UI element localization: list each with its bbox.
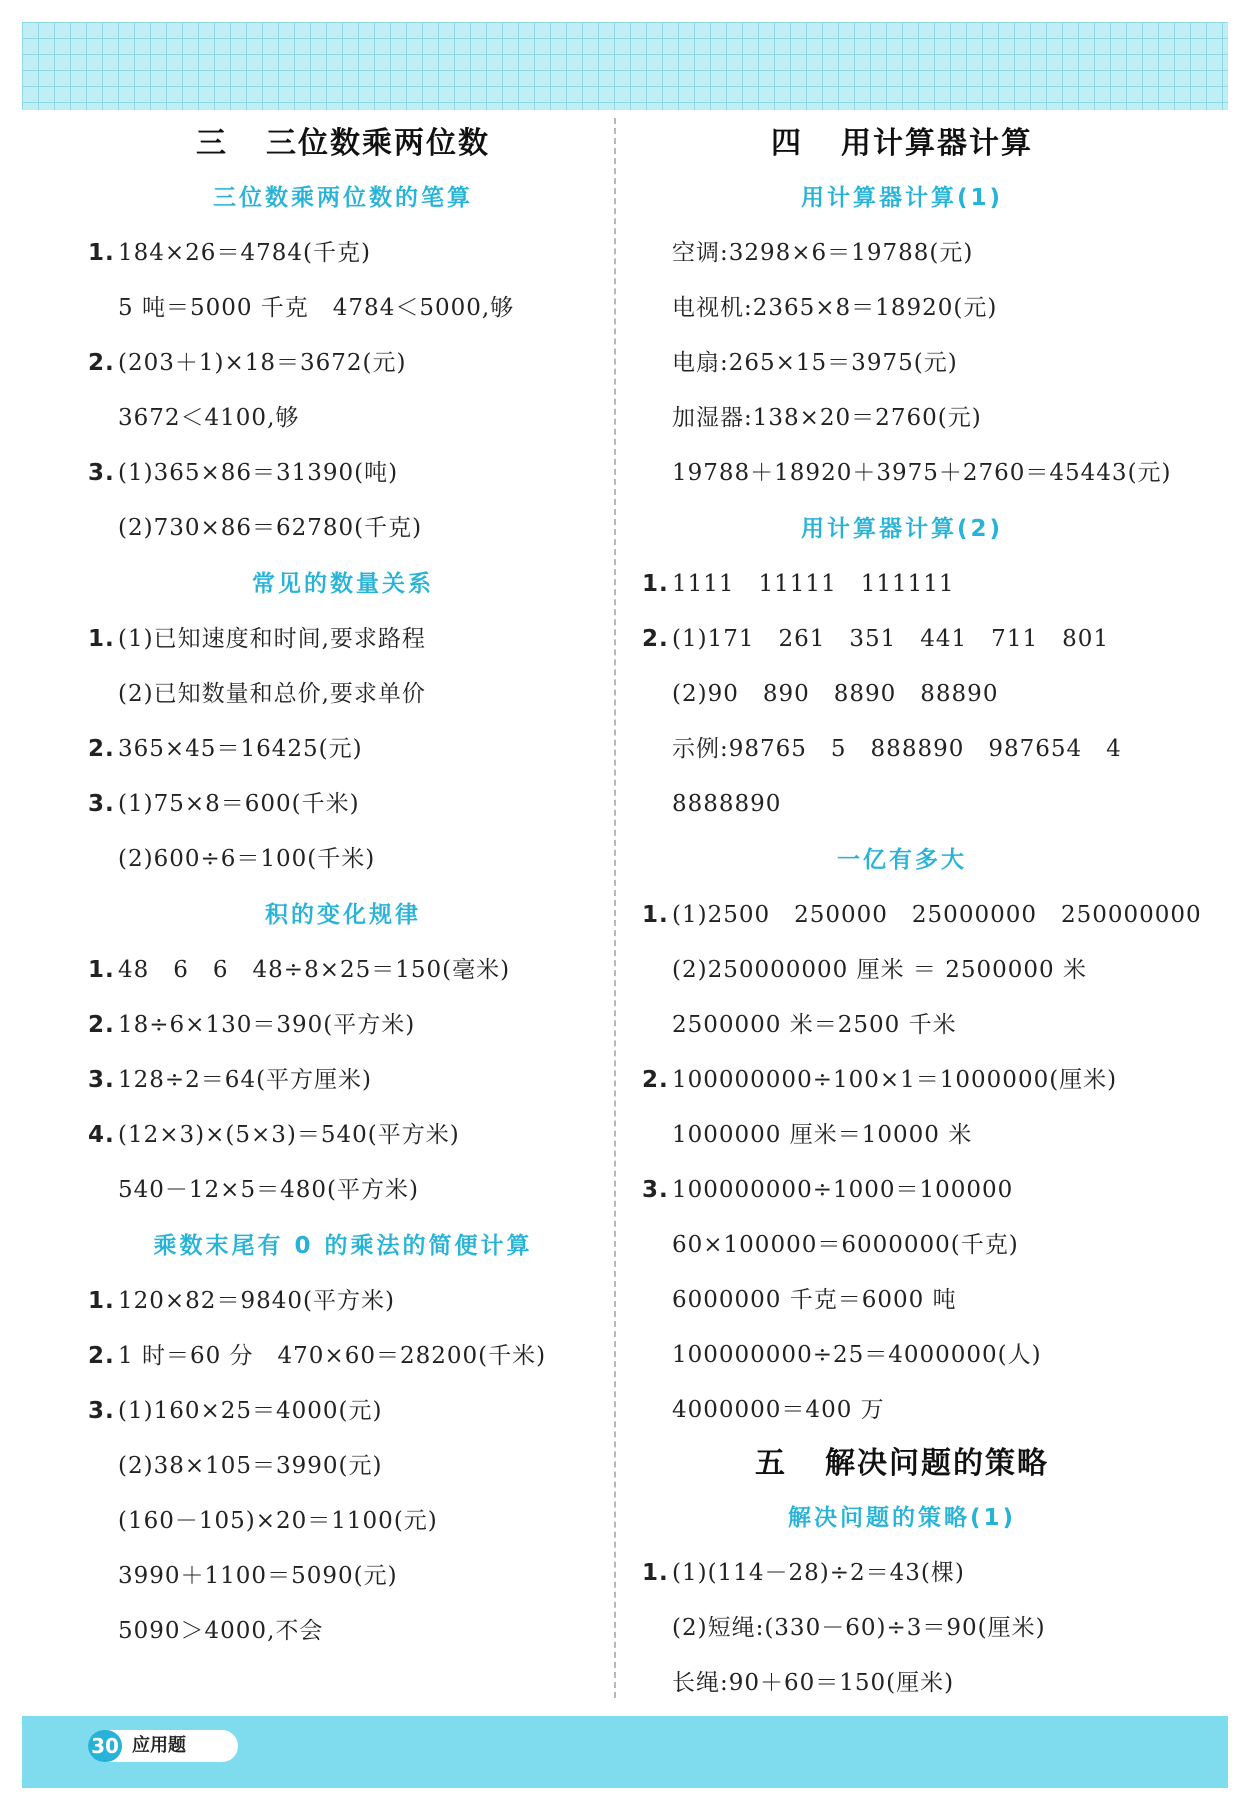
answer-text: (160－105)×20＝1100(元) [118,1508,438,1534]
answer-line [642,1218,1162,1273]
answer-line [88,998,598,1053]
answer-line [642,1383,1162,1438]
answer-line [88,336,598,391]
question-number: 2. [88,350,115,376]
answer-line [642,888,1202,943]
question-number: 3. [88,1067,115,1093]
question-number: 1. [642,1560,669,1586]
answer-text: 1000000 厘米＝10000 米 [672,1122,973,1148]
answer-text: 540－12×5＝480(平方米) [118,1177,419,1203]
section-title: 用计算器计算(2) [800,516,1004,542]
answer-line [642,557,1162,612]
question-number: 2. [88,1012,115,1038]
answer-text: (2)600÷6＝100(千米) [118,846,376,872]
chapter-number: 三 [196,126,228,161]
question-number: 4. [88,1122,115,1148]
answer-line [642,667,1162,722]
answer-text: (2)730×86＝62780(千克) [118,515,423,541]
question-number: 2. [88,736,115,762]
answer-line [642,943,1162,998]
answer-text: 48 6 6 48÷8×25＝150(毫米) [118,957,511,983]
answer-line [642,777,1162,832]
answer-text: 100000000÷25＝4000000(人) [672,1342,1042,1368]
answer-line [642,612,1162,667]
answer-text: 4000000＝400 万 [672,1397,885,1423]
answer-line [642,998,1162,1053]
answer-text: (12×3)×(5×3)＝540(平方米) [118,1122,460,1148]
answer-line [88,226,598,281]
answer-text: 120×82＝9840(平方米) [118,1288,395,1314]
answer-text: 1 时＝60 分 470×60＝28200(千米) [118,1343,547,1369]
answer-line [88,667,598,722]
answer-line [88,1274,598,1329]
column-divider [614,118,616,1698]
question-number: 2. [88,1343,115,1369]
question-number: 1. [88,957,115,983]
answer-line [88,1384,598,1439]
answer-line [88,1439,598,1494]
answer-text: 长绳:90＋60＝150(厘米) [672,1670,955,1696]
right-sections-2 [642,1490,1162,1711]
answer-line [88,501,598,556]
question-number: 1. [88,1288,115,1314]
answer-line [642,1601,1162,1656]
answer-line [642,446,1172,501]
answer-text: (1)75×8＝600(千米) [118,791,360,817]
answer-line [88,1549,598,1604]
answer-line [642,281,1162,336]
answer-text: 电扇:265×15＝3975(元) [672,350,958,376]
answer-text: 5090＞4000,不会 [118,1618,324,1644]
answer-line [642,336,1162,391]
question-number: 2. [642,626,669,652]
left-sections [88,170,598,1659]
answer-text: 3672＜4100,够 [118,405,300,431]
section-title: 解决问题的策略(1) [787,1505,1017,1531]
answer-text: 示例:98765 5 888890 987654 4 [672,736,1122,762]
answer-text: 1111 11111 111111 [672,571,955,597]
question-number: 1. [642,571,669,597]
answer-line [642,391,1162,446]
answer-line [88,1108,598,1163]
answer-line [642,226,1162,281]
page-number: 30 [88,1730,122,1762]
answer-text: (2)38×105＝3990(元) [118,1453,383,1479]
section-title: 积的变化规律 [265,902,421,928]
answer-text: 2500000 米＝2500 千米 [672,1012,957,1038]
section-title: 三位数乘两位数的笔算 [213,185,473,211]
answer-line [642,1163,1162,1218]
answer-text: 128÷2＝64(平方厘米) [118,1067,373,1093]
answer-text: 100000000÷1000＝100000 [672,1177,1014,1203]
answer-line [642,1273,1162,1328]
answer-text: (1)已知速度和时间,要求路程 [118,626,426,652]
chapter-name: 用计算器计算 [841,126,1033,161]
answer-line [642,1656,1162,1711]
answer-text: 184×26＝4784(千克) [118,240,371,266]
answer-text: 18÷6×130＝390(平方米) [118,1012,416,1038]
chapter-name: 解决问题的策略 [825,1446,1049,1481]
answer-text: (1)365×86＝31390(吨) [118,460,399,486]
answer-line [642,1546,1162,1601]
chapter-number: 四 [771,126,803,161]
question-number: 3. [88,460,115,486]
answer-line [88,777,598,832]
answer-line [642,1328,1162,1383]
header-grid-band [22,22,1228,110]
answer-text: 8888890 [672,791,782,817]
answer-text: 3990＋1100＝5090(元) [118,1563,398,1589]
answer-text: (1)171 261 351 441 711 801 [672,626,1109,652]
answer-line [88,1053,598,1108]
right-sections [642,170,1202,1438]
section-title: 一亿有多大 [837,847,967,873]
question-number: 3. [642,1177,669,1203]
section-title: 用计算器计算(1) [800,185,1004,211]
chapter-title-4 [642,118,1162,170]
answer-line [88,1494,598,1549]
answer-text: (2)短绳:(330－60)÷3＝90(厘米) [672,1615,1046,1641]
chapter-number: 五 [755,1446,787,1481]
answer-line [88,1163,598,1218]
question-number: 2. [642,1067,669,1093]
footer-label: 应用题 [132,1735,186,1756]
answer-text: 5 吨＝5000 千克 4784＜5000,够 [118,295,515,321]
answer-line [88,832,598,887]
answer-line [88,281,598,336]
answer-line [88,612,598,667]
answer-text: 空调:3298×6＝19788(元) [672,240,974,266]
left-column [88,118,598,1659]
question-number: 1. [88,626,115,652]
answer-text: 365×45＝16425(元) [118,736,363,762]
question-number: 3. [88,791,115,817]
answer-line [642,1053,1162,1108]
answer-text: (1)160×25＝4000(元) [118,1398,383,1424]
chapter-title-5 [642,1438,1162,1490]
answer-text: (1)2500 250000 25000000 250000000 [672,902,1202,928]
answer-line [88,446,598,501]
answer-text: 60×100000＝6000000(千克) [672,1232,1019,1258]
answer-line [88,1329,598,1384]
answer-text: 电视机:2365×8＝18920(元) [672,295,998,321]
answer-line [88,943,598,998]
answer-line [88,391,598,446]
question-number: 3. [88,1398,115,1424]
answer-text: 100000000÷100×1＝1000000(厘米) [672,1067,1118,1093]
answer-text: (2)已知数量和总价,要求单价 [118,681,426,707]
question-number: 1. [88,240,115,266]
answer-text: 6000000 千克＝6000 吨 [672,1287,957,1313]
answer-line [88,1604,598,1659]
section-title: 乘数末尾有 0 的乘法的简便计算 [153,1233,533,1259]
answer-text: 19788＋18920＋3975＋2760＝45443(元) [672,460,1172,486]
answer-text: (1)(114－28)÷2＝43(棵) [672,1560,965,1586]
chapter-name: 三位数乘两位数 [266,126,490,161]
answer-text: 加湿器:138×20＝2760(元) [672,405,982,431]
chapter-title-3 [88,118,598,170]
question-number: 1. [642,902,669,928]
answer-text: (203＋1)×18＝3672(元) [118,350,407,376]
answer-text: (2)90 890 8890 88890 [672,681,999,707]
section-title: 常见的数量关系 [252,571,434,597]
answer-text: (2)250000000 厘米 ＝ 2500000 米 [672,957,1087,983]
answer-line [642,722,1162,777]
answer-line [642,1108,1162,1163]
right-column [642,118,1202,1711]
answer-line [88,722,598,777]
